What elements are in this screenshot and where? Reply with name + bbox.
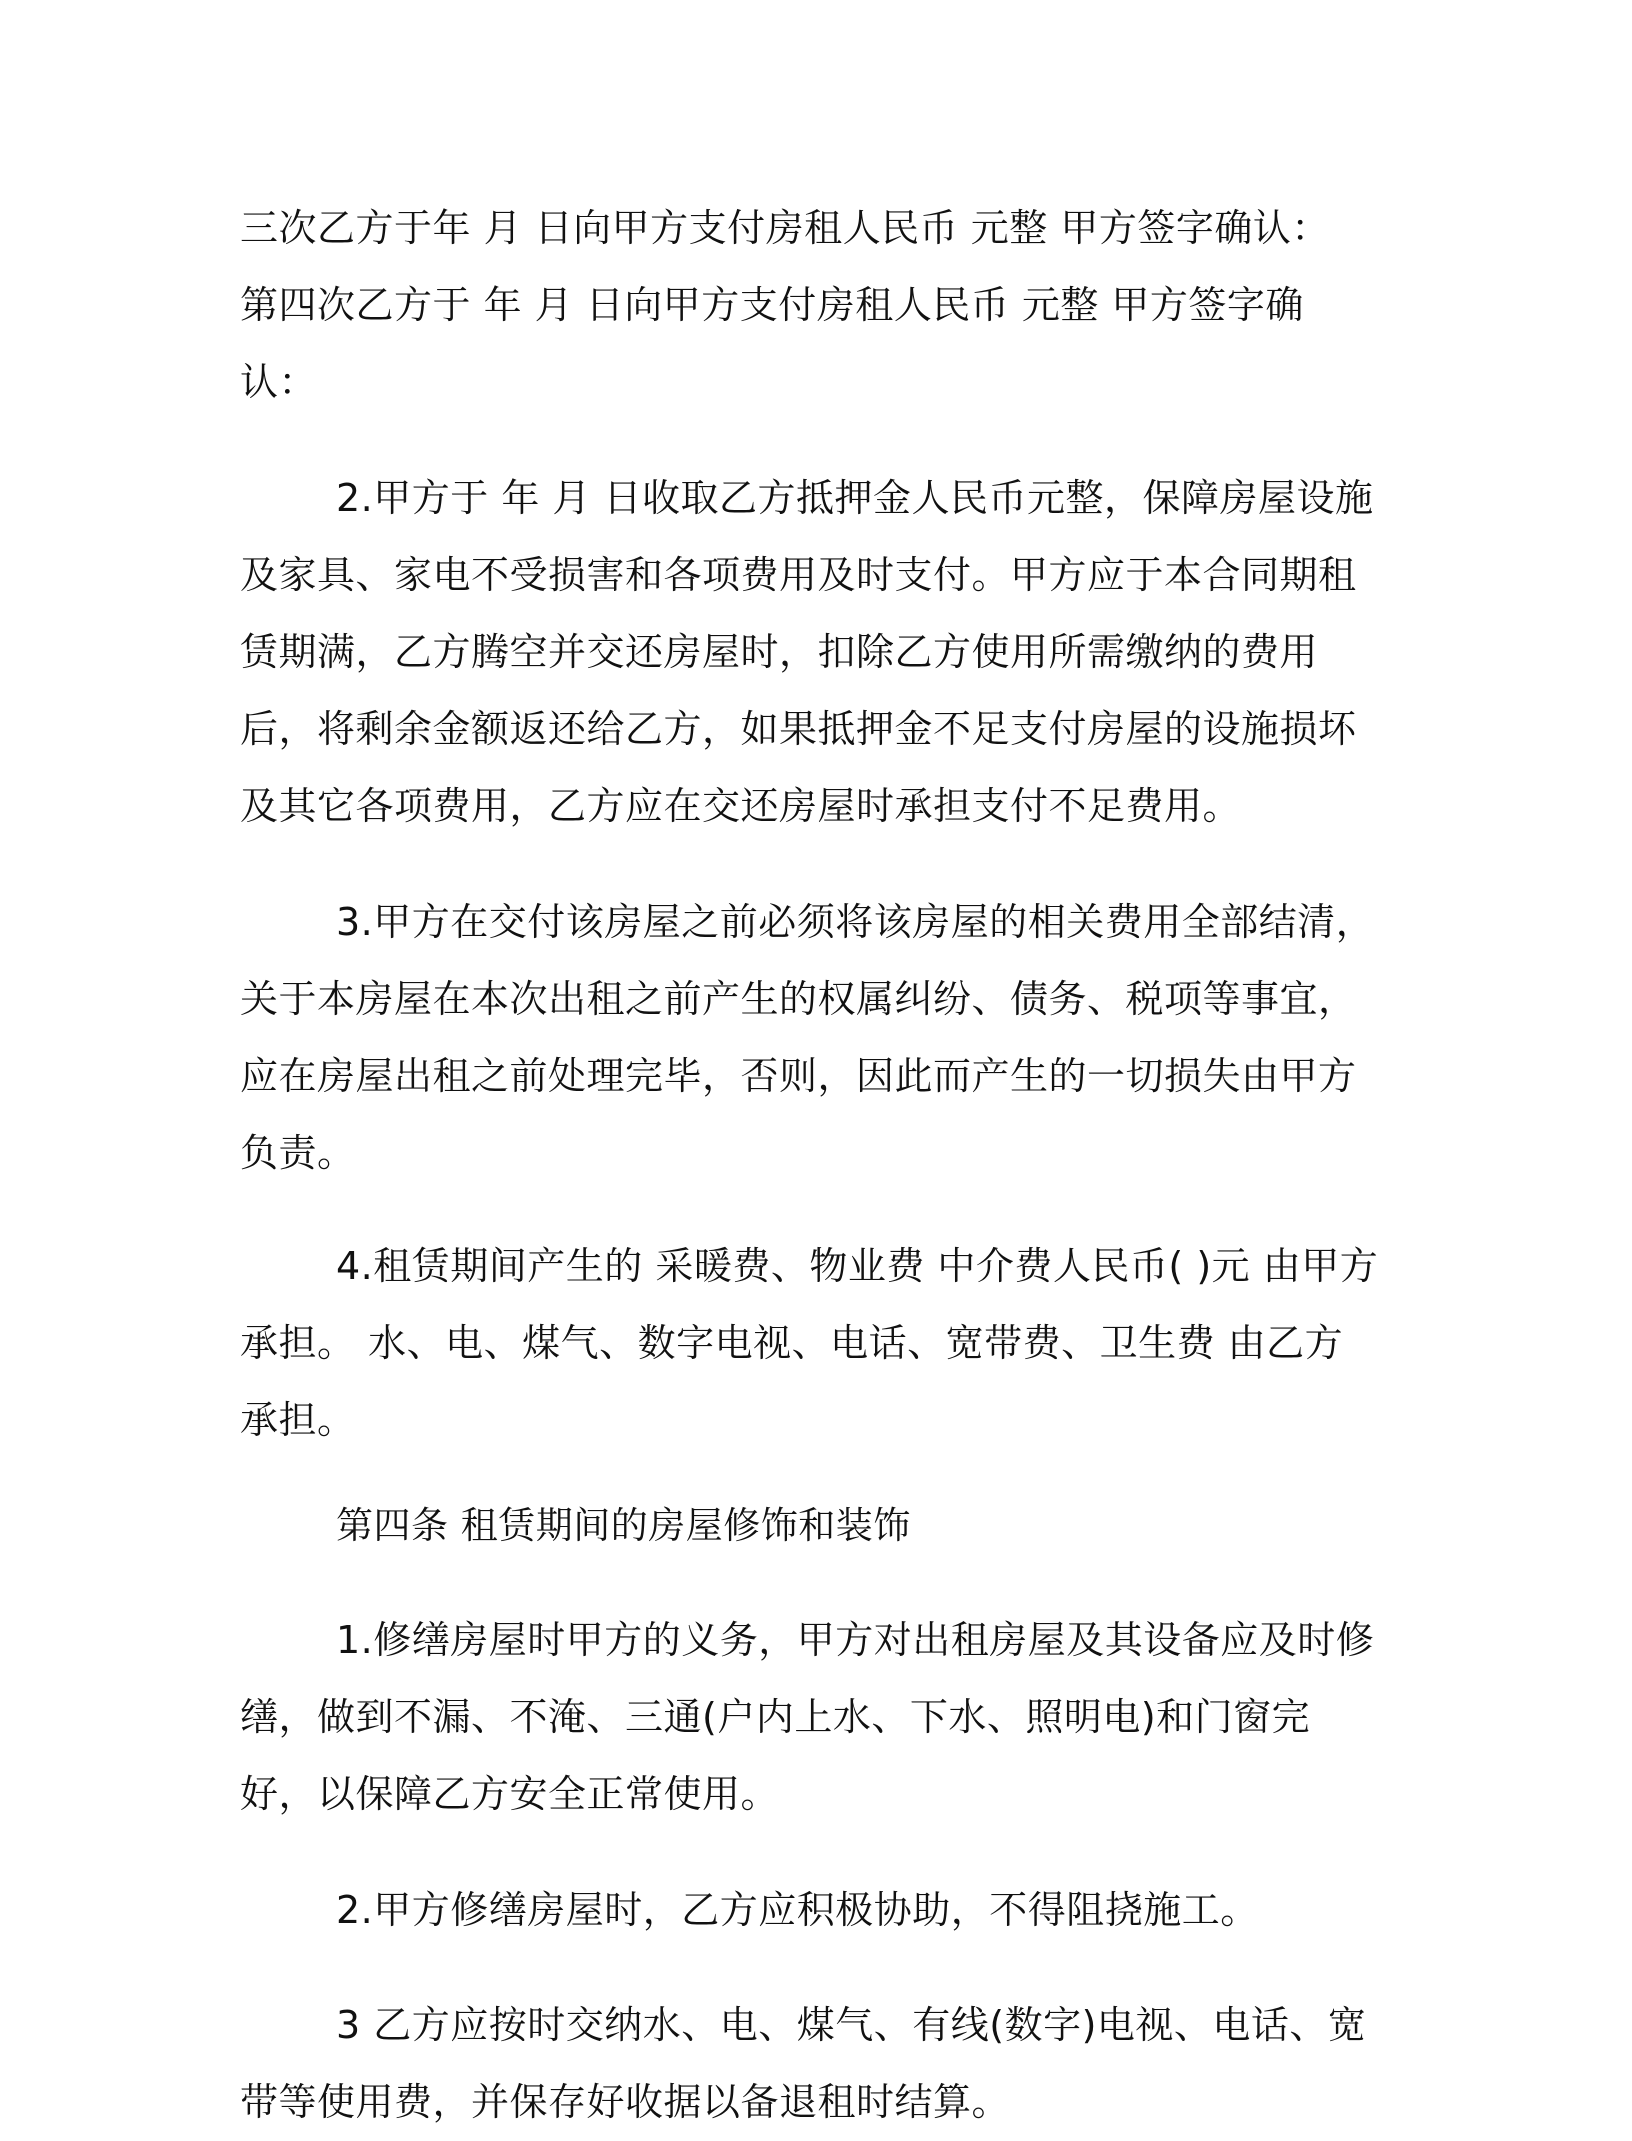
paragraph-fees-settlement: 3.甲方在交付该房屋之前必须将该房屋的相关费用全部结清，关于本房屋在本次出租之前产生的权属纠纷、债务、税项等事宜，应在房屋出租之前处理完毕，否则，因此而产生的一切损失由甲方负责。 [240, 900, 1375, 1175]
paragraph-utility-payment: 3 乙方应按时交纳水、电、煤气、有线(数字)电视、电话、宽带等使用费，并保存好收据以备退租时结算。 [240, 2003, 1367, 2124]
paragraph-fee-responsibility: 4.租赁期间产生的 采暖费、物业费 中介费人民币( )元 由甲方承担。 水、电、煤气、数字电视、电话、宽带费、卫生费 由乙方承担。 [240, 1244, 1379, 1442]
paragraph-repair-cooperation: 2.甲方修缮房屋时，乙方应积极协助，不得阻挠施工。 [336, 1888, 1259, 1932]
paragraph-rent-payment-schedule: 三次乙方于年 月 日向甲方支付房租人民币 元整 甲方签字确认： 第四次乙方于 年 月 日向甲方支付房租人民币 元整 甲方签字确认： [240, 206, 1330, 404]
paragraph-repair-obligation: 1.修缮房屋时甲方的义务，甲方对出租房屋及其设备应及时修缮，做到不漏、不淹、三通(户内上水、下水、照明电)和门窗完好，以保障乙方安全正常使用。 [240, 1618, 1375, 1816]
section-heading-article-four: 第四条 租赁期间的房屋修饰和装饰 [336, 1504, 911, 1547]
paragraph-deposit: 2.甲方于 年 月 日收取乙方抵押金人民币元整，保障房屋设施及家具、家电不受损害和各项费用及时支付。甲方应于本合同期租赁期满，乙方腾空并交还房屋时，扣除乙方使用所需缴纳的费用后，将剩余金额返还给乙方，如果抵押金不足支付房屋的设施损坏及其它各项费用，乙方应在交还房屋时承担支付不足费用。 [240, 476, 1374, 828]
document-body [240, 190, 1380, 2141]
